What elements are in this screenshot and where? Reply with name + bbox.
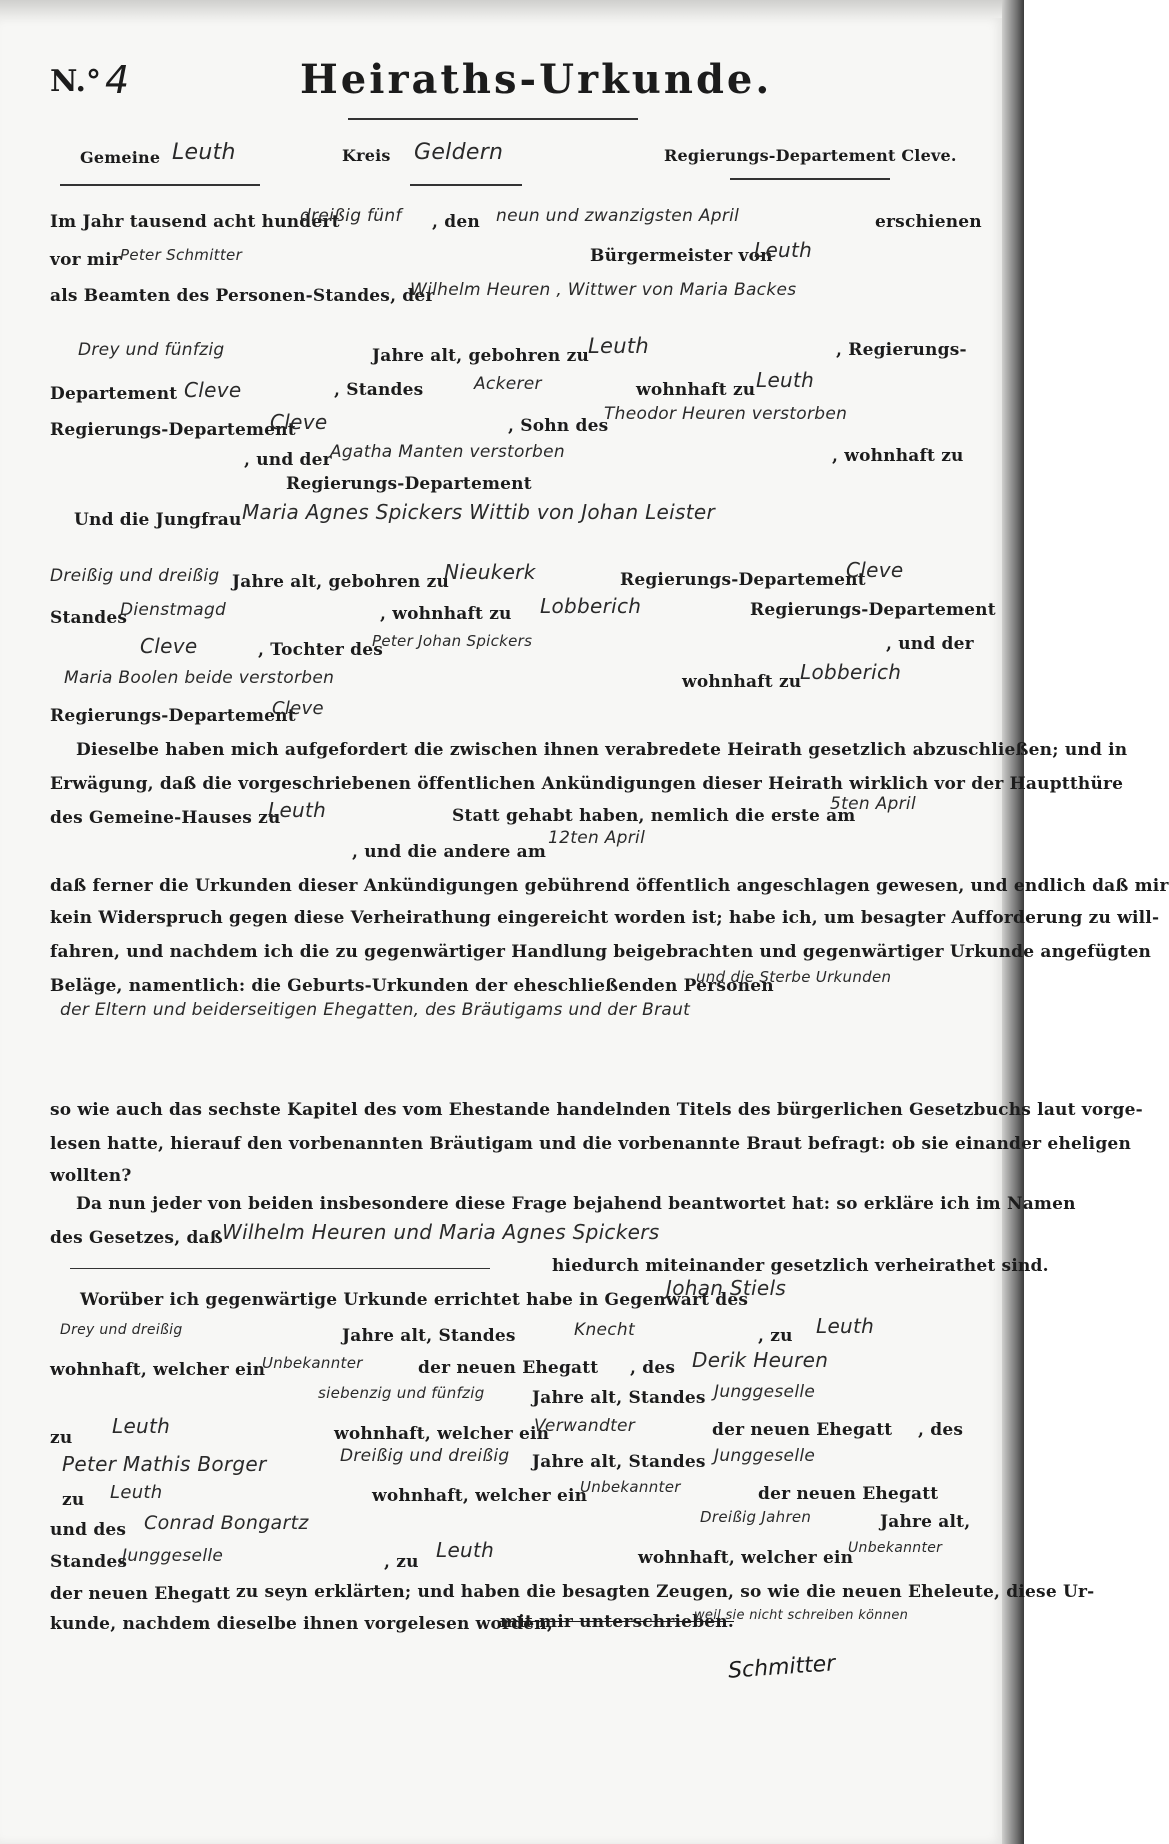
text-line: erschienen	[875, 212, 982, 232]
text-line: Jahre alt, Standes	[342, 1326, 516, 1346]
handwritten-status: Ackerer	[474, 374, 542, 394]
kreis-label: Kreis	[342, 146, 391, 165]
handwritten-bride: Maria Agnes Spickers Wittib von Johan Leister	[242, 500, 715, 524]
text-line: vor mir	[50, 250, 121, 270]
handwritten-witness: Derik Heuren	[692, 1348, 829, 1372]
handwritten-status: Dienstmagd	[120, 600, 227, 620]
handwritten-relation: Unbekannter	[848, 1540, 943, 1556]
handwritten-documents: der Eltern und beiderseitigen Ehegatten, des Bräutigams und der Braut	[60, 1000, 691, 1020]
handwritten-status: Knecht	[574, 1320, 635, 1340]
handwritten-mayor: Peter Schmitter	[120, 246, 243, 264]
text-line: , zu	[384, 1552, 419, 1572]
text-line: wohnhaft zu	[636, 380, 756, 400]
text-line: Regierungs-Departement	[620, 570, 866, 590]
text-line: Regierungs-Departement	[50, 420, 296, 440]
handwritten-age: Dreißig und dreißig	[50, 566, 220, 586]
text-line: , wohnhaft zu	[832, 446, 964, 466]
handwritten-relation: Verwandter	[534, 1416, 636, 1436]
text-line: Erwägung, daß die vorgeschriebenen öffentlichen Ankündigungen dieser Heirath wirklich vor der Hauptthüre	[50, 774, 1124, 794]
text-line: Regierungs-Departement	[750, 600, 996, 620]
text-line: Und die Jungfrau	[74, 510, 242, 530]
mayor-signature: Schmitter	[727, 1651, 837, 1684]
text-line: wohnhaft, welcher ein	[638, 1548, 854, 1568]
text-line: wohnhaft, welcher ein	[334, 1424, 550, 1444]
handwritten-dept: Cleve	[270, 410, 328, 434]
handwritten-witness: Peter Mathis Borger	[62, 1452, 267, 1476]
text-line: Regierungs-Departement	[286, 474, 532, 494]
text-line: der neuen Ehegatt	[758, 1484, 939, 1504]
text-line: daß ferner die Urkunden dieser Ankündigungen gebührend öffentlich angeschlagen gewesen, und endlich daß mir	[50, 876, 1169, 896]
handwritten-place: Leuth	[754, 238, 813, 262]
text-line: , und die andere am	[352, 842, 547, 862]
text-line: Jahre alt,	[880, 1512, 971, 1532]
handwritten-place: Leuth	[436, 1538, 495, 1562]
handwritten-residence: Leuth	[756, 368, 815, 392]
text-line: und des	[50, 1520, 127, 1540]
handwritten-date: neun und zwanzigsten April	[496, 206, 740, 226]
certificate-number: 4	[105, 58, 130, 102]
handwritten-age: Drey und fünfzig	[78, 340, 225, 360]
handwritten-place: Leuth	[268, 798, 327, 822]
text-line: Beläge, namentlich: die Geburts-Urkunden der eheschließenden Personen	[50, 976, 774, 996]
handwritten-mother: Maria Boolen beide verstorben	[64, 668, 335, 688]
text-line: , wohnhaft zu	[380, 604, 512, 624]
handwritten-dept: Cleve	[846, 558, 904, 582]
handwritten-residence: Lobberich	[540, 594, 642, 618]
text-line: Jahre alt, Standes	[532, 1452, 706, 1472]
text-line: , Sohn des	[508, 416, 609, 436]
text-line: des Gesetzes, daß	[50, 1228, 223, 1248]
text-line: zu	[62, 1490, 85, 1510]
text-line: der neuen Ehegatt	[50, 1584, 231, 1604]
text-line: , Standes	[334, 380, 424, 400]
text-line: wohnhaft, welcher ein	[50, 1360, 266, 1380]
text-line: der neuen Ehegatt	[418, 1358, 599, 1378]
text-line: Standes	[50, 608, 128, 628]
text-line: , zu	[758, 1326, 793, 1346]
text-line: Dieselbe haben mich aufgefordert die zwischen ihnen verabredete Heirath gesetzlich abzuschließen; und in	[76, 740, 1128, 760]
text-line: , des	[918, 1420, 964, 1440]
text-line: Standes	[50, 1552, 128, 1572]
text-line: Im Jahr tausend acht hundert	[50, 212, 340, 232]
handwritten-father: Peter Johan Spickers	[372, 632, 533, 650]
text-line: wohnhaft, welcher ein	[372, 1486, 588, 1506]
handwritten-date: 5ten April	[830, 794, 916, 814]
handwritten-relation: Unbekannter	[262, 1354, 363, 1372]
handwritten-note: weil sie nicht schreiben können	[694, 1608, 909, 1623]
text-line: des Gemeine-Hauses zu	[50, 808, 281, 828]
text-line: wohnhaft zu	[682, 672, 802, 692]
handwritten-status: Junggeselle	[714, 1382, 816, 1402]
handwritten-age: Drey und dreißig	[60, 1322, 183, 1338]
handwritten-age: Dreißig und dreißig	[340, 1446, 510, 1466]
text-line: Statt gehabt haben, nemlich die erste am	[452, 806, 856, 826]
struck-text: mit mir unterschrieben.	[500, 1612, 734, 1632]
handwritten-groom: Wilhelm Heuren , Wittwer von Maria Backes	[410, 280, 797, 300]
text-line: Bürgermeister von	[590, 246, 773, 266]
text-line: , Regierungs-	[836, 340, 967, 360]
handwritten-age: Dreißig Jahren	[700, 1508, 812, 1526]
gemeine-label: Gemeine	[80, 148, 161, 167]
text-line: , den	[432, 212, 480, 232]
text-line: kunde, nachdem dieselbe ihnen vorgelesen worden,	[50, 1614, 553, 1634]
regierung-underline	[730, 178, 890, 180]
text-line: Jahre alt, gebohren zu	[232, 572, 450, 592]
certificate-number-label: N.°	[50, 64, 101, 99]
gemeine-value: Leuth	[172, 140, 236, 165]
handwritten-status: Junggeselle	[122, 1546, 224, 1566]
text-line: , des	[630, 1358, 676, 1378]
text-line: Regierungs-Departement	[50, 706, 296, 726]
handwritten-year: dreißig fünf	[300, 206, 402, 226]
text-line: lesen hatte, hierauf den vorbenannten Bräutigam und die vorbenannte Braut befragt: ob sie einander eheligen	[50, 1134, 1132, 1154]
text-line: der neuen Ehegatt	[712, 1420, 893, 1440]
kreis-underline	[410, 184, 522, 186]
handwritten-date: 12ten April	[548, 828, 646, 848]
kreis-value: Geldern	[414, 140, 504, 165]
title-underline	[348, 118, 638, 120]
text-line: wollten?	[50, 1166, 132, 1186]
text-line: Worüber ich gegenwärtige Urkunde errichtet habe in Gegenwart des	[80, 1290, 749, 1310]
text-line: Jahre alt, gebohren zu	[372, 346, 590, 366]
handwritten-dept: Cleve	[272, 698, 324, 719]
text-line: so wie auch das sechste Kapitel des vom Ehestande handelnden Titels des bürgerlichen Gesetzbuchs laut vorge-	[50, 1100, 1143, 1120]
handwritten-mother: Agatha Manten verstorben	[330, 442, 565, 462]
text-line: hiedurch miteinander gesetzlich verheirathet sind.	[552, 1256, 1049, 1276]
handwritten-birthplace: Leuth	[588, 334, 649, 358]
handwritten-relation: Unbekannter	[580, 1478, 681, 1496]
document-title: Heiraths-Urkunde.	[300, 56, 773, 103]
text-line: zu seyn erklärten; und haben die besagten Zeugen, so wie die neuen Eheleute, diese Ur-	[236, 1582, 1095, 1602]
handwritten-age: siebenzig und fünfzig	[318, 1384, 485, 1402]
text-line: zu	[50, 1428, 73, 1448]
text-line: Jahre alt, Standes	[532, 1388, 706, 1408]
handwritten-witness: Conrad Bongartz	[144, 1512, 309, 1534]
handwritten-couple: Wilhelm Heuren und Maria Agnes Spickers	[222, 1220, 660, 1244]
handwritten-dept: Cleve	[184, 378, 242, 402]
name-line	[70, 1268, 490, 1269]
scan-top-shadow	[0, 0, 1024, 18]
text-line: , Tochter des	[258, 640, 384, 660]
text-line: , und der	[886, 634, 974, 654]
handwritten-residence: Lobberich	[800, 660, 902, 684]
text-line: Da nun jeder von beiden insbesondere diese Frage bejahend beantwortet hat: so erkläre ich im Namen	[76, 1194, 1076, 1214]
handwritten-place: Leuth	[816, 1314, 875, 1338]
handwritten-birthplace: Nieukerk	[444, 560, 536, 584]
handwritten-documents: und die Sterbe Urkunden	[696, 968, 892, 986]
handwritten-status: Junggeselle	[714, 1446, 816, 1466]
handwritten-place: Leuth	[112, 1414, 171, 1438]
handwritten-dept: Cleve	[140, 634, 198, 658]
gemeine-underline	[60, 184, 260, 186]
handwritten-witness: Johan Stiels	[666, 1276, 787, 1300]
text-line: Departement	[50, 384, 178, 404]
handwritten-place: Leuth	[110, 1482, 163, 1503]
text-line: fahren, und nachdem ich die zu gegenwärtiger Handlung beigebrachten und gegenwärtiger Urkunde angefügten	[50, 942, 1152, 962]
handwritten-father: Theodor Heuren verstorben	[604, 404, 848, 424]
regierung-header: Regierungs-Departement Cleve.	[664, 146, 957, 165]
text-line: als Beamten des Personen-Standes, der	[50, 286, 435, 306]
text-line: , und der	[244, 450, 332, 470]
text-line: kein Widerspruch gegen diese Verheirathung eingereicht worden ist; habe ich, um besagter Aufforderung zu will-	[50, 908, 1160, 928]
